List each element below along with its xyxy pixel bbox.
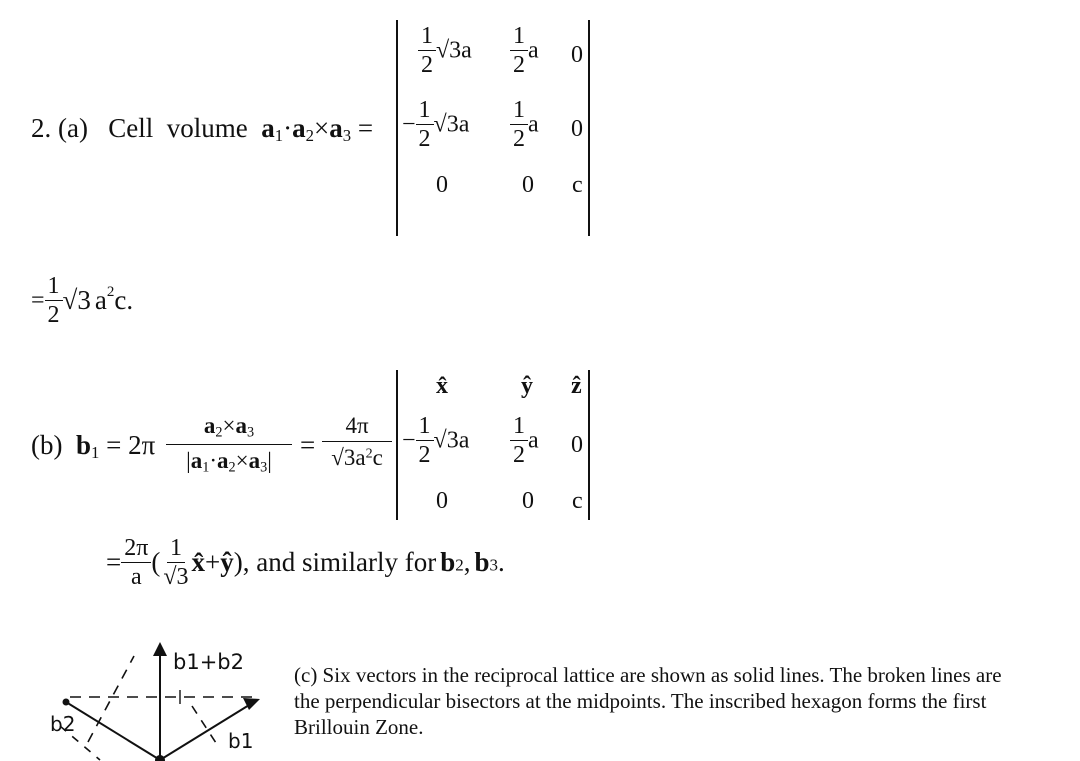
det-a-r1c1 xyxy=(418,24,472,77)
vec-a2: a xyxy=(217,447,229,473)
vec-b1: b xyxy=(75,430,92,460)
part-a-label-line xyxy=(31,115,373,145)
sub-2: 2 xyxy=(228,459,236,476)
two-pi: 2π xyxy=(128,430,156,460)
frac-num: 1 xyxy=(510,24,528,51)
equals-2: = xyxy=(300,430,316,460)
part-a-label: 2. (a) xyxy=(31,113,88,143)
similarly-text: ), and similarly for xyxy=(233,547,437,577)
part-a-result xyxy=(31,274,133,327)
det-b-right-bar xyxy=(588,370,590,520)
sqrt3a: √3a xyxy=(331,445,366,470)
exp: 2 xyxy=(365,446,373,462)
det-b-r3c2: 0 xyxy=(522,488,534,514)
sub-1: 1 xyxy=(202,459,210,476)
equals: = xyxy=(31,287,45,314)
a-char: a xyxy=(94,285,107,315)
frac-num: 1 xyxy=(510,414,528,441)
det-b-left-bar xyxy=(396,370,398,520)
sqrt3: √3 xyxy=(62,285,91,315)
head-x-hat: x̂ xyxy=(436,373,448,399)
vec-a3: a xyxy=(235,413,247,438)
frac-den: 2 xyxy=(418,126,431,152)
det-a-r1c3: 0 xyxy=(571,42,583,68)
part-b-fraction xyxy=(166,414,292,475)
part-b-lhs xyxy=(31,432,155,462)
frac-den: 2 xyxy=(47,302,60,328)
det-a-right-bar xyxy=(588,20,590,236)
head-y-hat: ŷ xyxy=(521,373,533,399)
part-c-caption: (c) Six vectors in the reciprocal lattice are shown as solid lines. The broken lines are the perpendicular bisectors at the midpoints. The inscribed hexagon forms the first Brillouin Zone. xyxy=(294,663,1002,739)
period: . xyxy=(498,547,505,577)
sub-3: 3 xyxy=(246,424,255,441)
sub-2: 2 xyxy=(305,126,314,146)
b2-endpoint xyxy=(63,699,70,706)
vec-a2: a xyxy=(292,113,306,143)
minus-sign: − xyxy=(402,111,416,138)
text-cell: Cell xyxy=(108,113,154,143)
sub-2: 2 xyxy=(455,555,464,575)
part-b-result xyxy=(106,536,505,589)
head-z-hat: ẑ xyxy=(571,373,582,399)
frac-num: 1 xyxy=(45,274,63,301)
frac-den: 2 xyxy=(418,442,431,468)
sub-3: 3 xyxy=(260,459,268,476)
abs-bar: | xyxy=(267,447,272,473)
frac-den: a xyxy=(130,564,142,590)
det-b-r3c1: 0 xyxy=(436,488,448,514)
part-b-fraction-2 xyxy=(322,414,392,469)
sub-1: 1 xyxy=(91,443,100,463)
sqrt3a: √3a xyxy=(433,111,470,138)
a-char: a xyxy=(528,37,539,64)
det-a-r3c2: 0 xyxy=(522,172,534,198)
minus-sign: − xyxy=(402,427,416,454)
det-b-r2c3: 0 xyxy=(571,432,583,458)
arrow-head-up xyxy=(153,642,167,656)
c-char: c xyxy=(372,445,383,470)
comma: , xyxy=(463,547,471,577)
sub-3: 3 xyxy=(489,555,499,575)
sqrt3a: √3a xyxy=(436,37,472,64)
det-b-r2c1 xyxy=(402,414,469,467)
det-a-r3c1: 0 xyxy=(436,172,448,198)
y-hat: ŷ xyxy=(220,547,234,577)
vec-a2: a xyxy=(203,413,216,438)
frac-num: 1 xyxy=(416,414,434,441)
vec-b3: b xyxy=(474,547,490,577)
equals: = xyxy=(106,430,122,460)
det-a-left-bar xyxy=(396,20,398,236)
sqrt3a: √3a xyxy=(433,427,470,454)
det-a-r1c2 xyxy=(510,24,539,77)
frac-num: 2π xyxy=(121,536,151,563)
equals: = xyxy=(106,547,122,577)
sub-1: 1 xyxy=(274,126,284,146)
cross-op: × xyxy=(313,113,330,143)
c-char: c. xyxy=(114,285,134,315)
vec-a1: a xyxy=(190,447,203,473)
abs-bar: | xyxy=(186,447,191,473)
plus: + xyxy=(205,547,221,577)
label-b1: b1 xyxy=(228,729,254,753)
frac-den: 2 xyxy=(513,52,525,78)
origin xyxy=(155,755,165,761)
dot-op: · xyxy=(283,113,293,143)
frac-num: 1 xyxy=(416,98,434,125)
cross-op: × xyxy=(222,413,236,438)
sub-2: 2 xyxy=(215,424,223,441)
frac-den: √3 xyxy=(163,564,189,590)
text-volume: volume xyxy=(166,113,248,143)
vec-a3: a xyxy=(329,113,343,143)
equals: = xyxy=(357,113,374,143)
det-a-r2c1 xyxy=(402,98,469,151)
fraction-denominator xyxy=(329,442,385,469)
open-paren: ( xyxy=(151,547,161,577)
frac-den: 2 xyxy=(513,126,525,152)
det-b-r2c2 xyxy=(510,414,539,467)
a-char: a xyxy=(528,111,539,138)
det-b-r3c3: c xyxy=(572,488,583,514)
label-b2: b2 xyxy=(50,712,76,736)
label-b1-plus-b2: b1+b2 xyxy=(173,650,244,674)
frac-num: 1 xyxy=(418,24,436,51)
frac-den: 2 xyxy=(513,442,525,468)
exp: 2 xyxy=(106,283,115,300)
frac-num: 1 xyxy=(167,536,185,563)
det-a-r2c2 xyxy=(510,98,539,151)
reciprocal-lattice-figure xyxy=(40,636,280,761)
part-b-label: (b) xyxy=(31,430,63,460)
det-a-r3c3: c xyxy=(572,172,583,198)
four-pi: 4π xyxy=(345,413,369,438)
sub-3: 3 xyxy=(342,126,352,146)
dot-op: · xyxy=(209,447,218,473)
frac-den: 2 xyxy=(421,52,433,78)
vec-b2: b xyxy=(440,547,456,577)
vector-b2 xyxy=(66,702,160,760)
cross-op: × xyxy=(235,447,249,473)
frac-num: 1 xyxy=(510,98,528,125)
fraction-denominator xyxy=(182,445,276,475)
det-a-r2c3: 0 xyxy=(571,116,583,142)
a-char: a xyxy=(528,427,539,454)
vec-a1: a xyxy=(261,113,275,143)
x-hat: x̂ xyxy=(191,547,206,577)
vec-a3: a xyxy=(248,447,261,473)
fraction-numerator xyxy=(200,414,258,444)
